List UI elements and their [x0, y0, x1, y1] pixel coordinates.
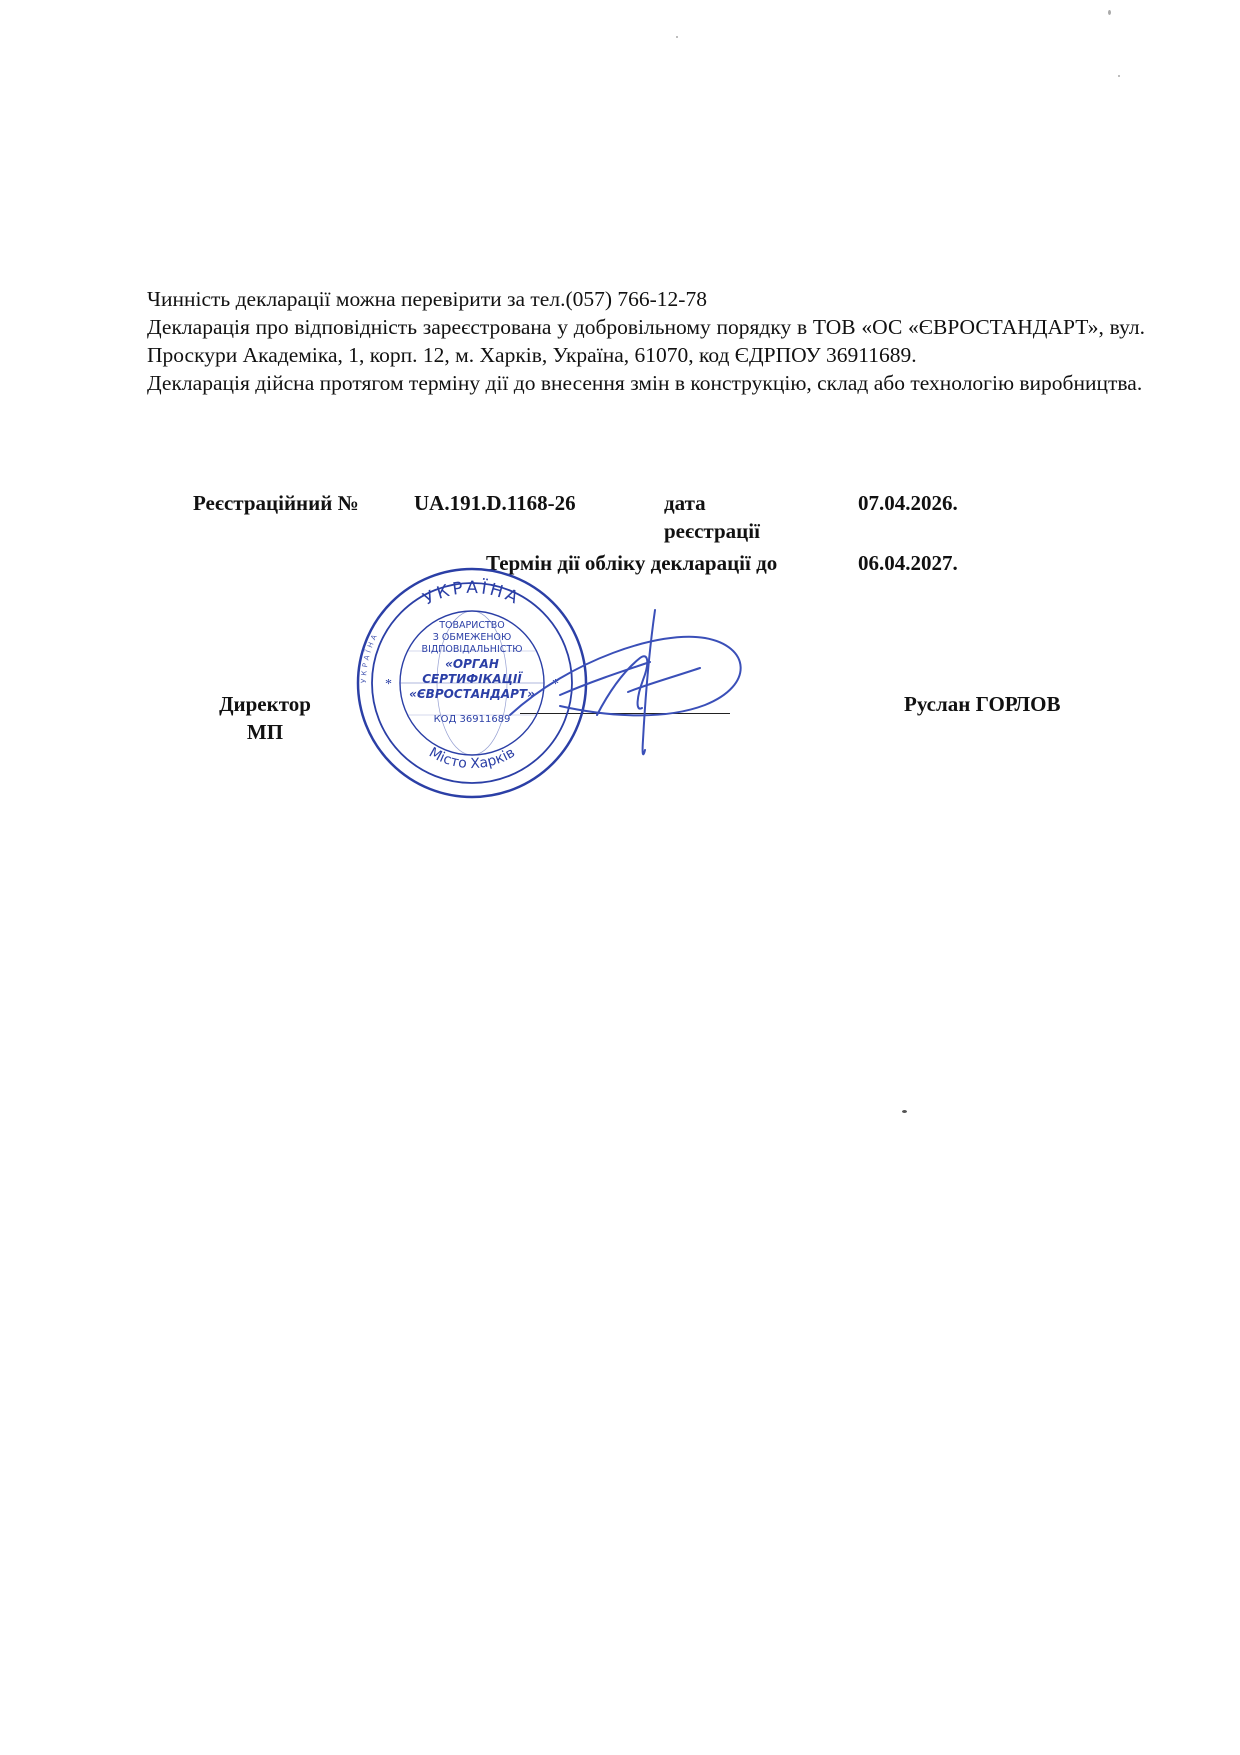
stamp-star-right: * — [552, 677, 559, 692]
registration-date-value: 07.04.2026. — [858, 491, 958, 515]
stamp-outer-ring: УКРАЇНА — [359, 630, 380, 684]
stamp-line5: СЕРТИФІКАЦІЇ — [422, 672, 522, 686]
validity-paragraph: Декларація дійсна протягом терміну дії до внесення змін в конструкцію, склад або технологію виробництва. — [147, 371, 1143, 395]
mp-label: МП — [246, 720, 284, 744]
stamp-star-left: * — [385, 677, 392, 692]
registration-paragraph: Декларація про відповідність зареєстрована у добровільному порядку в ТОВ «ОС «ЄВРОСТАНДАРТ», вул. Проскури Академіка, 1, корп. 12, м. Харків, Україна, 61070, код ЄДРПОУ 36911689. — [147, 315, 1145, 367]
signature-position-block — [205, 690, 325, 746]
registration-date-label — [664, 489, 760, 545]
scan-speck — [1118, 75, 1120, 77]
validity-label: Термін дії обліку декларації до — [486, 551, 778, 575]
stamp-line2: З ОБМЕЖЕНОЮ — [432, 632, 512, 643]
stamp-code: КОД 36911689 — [433, 714, 511, 725]
registration-date-label-line2: реєстрації — [664, 519, 760, 543]
registration-date-label-line1: дата — [664, 491, 706, 515]
position-label: Директор — [219, 692, 311, 716]
scan-speck — [1108, 10, 1111, 15]
declaration-text — [147, 285, 1145, 397]
stamp-line4: «ОРГАН — [445, 657, 499, 671]
scan-speck — [902, 1110, 907, 1113]
stamp-top-text: УКРАЇНА — [420, 577, 524, 610]
registration-number-label: Реєстраційний № — [193, 491, 359, 515]
stamp-city: Місто Харків — [426, 744, 518, 773]
stamp-line3: ВІДПОВІДАЛЬНІСТЮ — [421, 644, 523, 655]
svg-text:УКРАЇНА — [360, 631, 380, 683]
stamp-line6: «ЄВРОСТАНДАРТ» — [409, 687, 535, 701]
validity-value: 06.04.2027. — [858, 551, 958, 575]
scan-speck — [676, 36, 678, 38]
signer-name: Руслан ГОРЛОВ — [904, 692, 1061, 716]
stamp-line1: ТОВАРИСТВО — [439, 620, 505, 631]
verification-paragraph: Чинність декларації можна перевірити за тел.(057) 766-12-78 — [147, 287, 707, 311]
registration-number-value: UA.191.D.1168-26 — [414, 491, 576, 515]
handwritten-signature — [500, 600, 770, 770]
